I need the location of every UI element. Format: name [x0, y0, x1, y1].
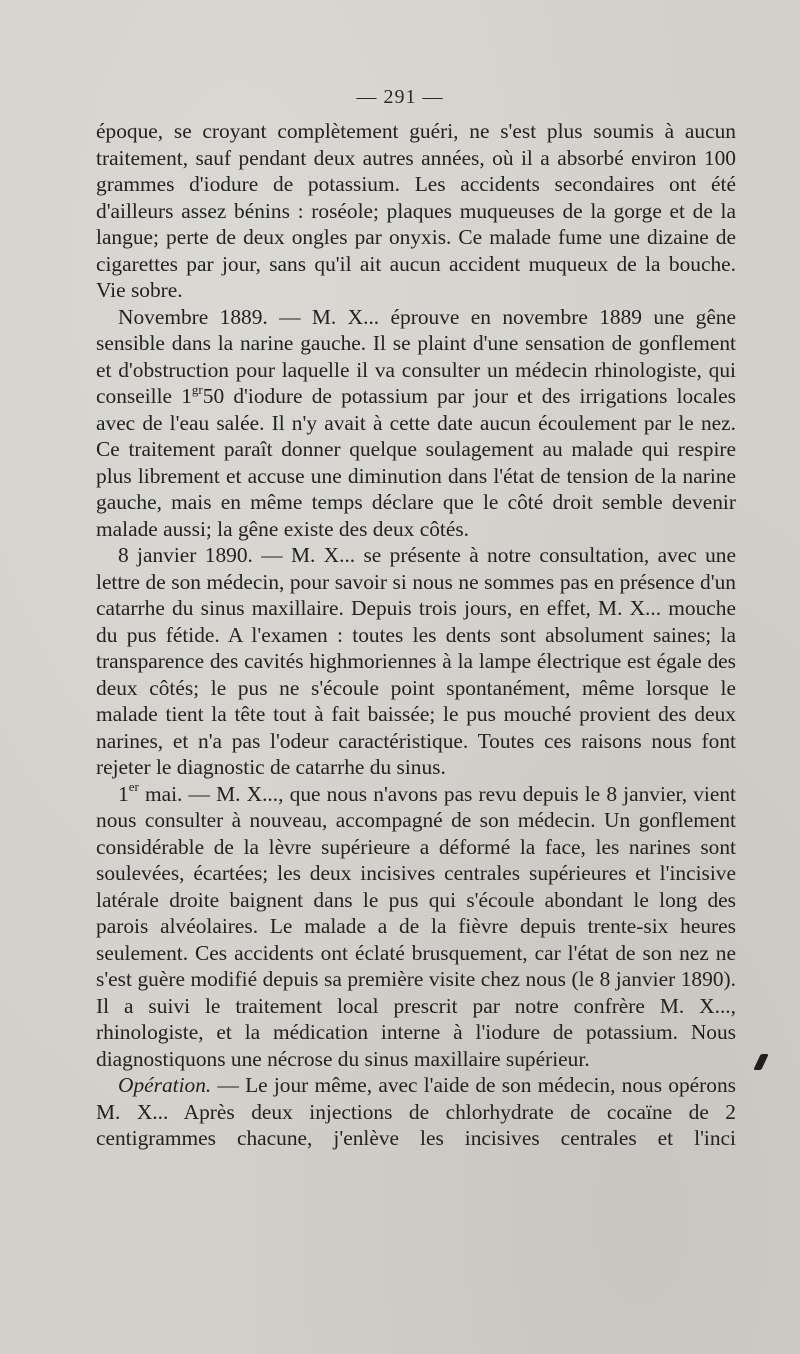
operation-heading: Opération.	[118, 1073, 212, 1097]
paragraph-4-superscript: er	[128, 779, 139, 795]
paragraph-3: 8 janvier 1890. — M. X... se présente à notre consultation, avec une lettre de son médecin, pour savoir si nous ne sommes pas en présence d'un catarrhe du sinus maxillaire. Depuis trois jours, en effet, M. X... mouche du pus fétide. A l'examen : toutes les dents sont absolument saines; la transparence des cavités highmoriennes à la lampe électrique est égale des deux côtés; le pus ne s'écoule point spontanément, même lorsque le malade tient la tête tout à fait baissée; le pus mouché provient des deux narines, et n'a pas l'odeur caractéristique. Toutes ces raisons nous font rejeter le diagnostic de catarrhe du sinus.	[96, 543, 736, 779]
paragraph-2-superscript: gr	[191, 381, 203, 397]
body-text	[96, 118, 736, 1152]
paragraph-2-text-a: Novembre 1889. — M. X... éprouve en novembre 1889 une gêne sensible dans la narine gauche. Il se plaint d'une sensation de gonflement et d'obstruction pour laquelle il va consulter un médecin rhinologiste, qui conseille 1	[96, 304, 736, 408]
page-number: — 291 —	[356, 86, 444, 108]
paragraph-1: époque, se croyant complètement guéri, ne s'est plus soumis à aucun traitement, sauf pendant deux autres années, où il a absorbé environ 100 grammes d'iodure de potassium. Les accidents secondaires ont été d'ailleurs assez bénins : roséole; plaques muqueuses de la gorge et de la langue; perte de deux ongles par onyxis. Ce malade fume une dizaine de cigarettes par jour, sans qu'il ait aucun accident muqueux de la bouche. Vie sobre.	[96, 119, 736, 302]
paragraph-2-text-b: 50 d'iodure de potassium par jour et des irrigations locales avec de l'eau salée. Il n'y avait à cette date aucun écoulement par le nez. Ce traitement paraît donner quelque soulagement au malade qui respire plus librement et accuse une diminution dans l'état de tension de la narine gauche, mais en même temps déclare que le côté droit semble devenir malade aussi; la gêne existe des deux côtés.	[96, 384, 736, 541]
paragraph-4	[96, 781, 736, 1073]
margin-ink-mark	[753, 1054, 768, 1070]
paragraph-2	[96, 304, 736, 543]
paragraph-5-text: — Le jour même, avec l'aide de son médecin, nous opérons M. X... Après deux injections de chlorhydrate de cocaïne de 2 centigrammes chacune, j'enlève les incisives centrales et l'inci	[96, 1073, 736, 1150]
paragraph-4-text-a: 1	[118, 781, 129, 806]
paragraph-5	[96, 1072, 736, 1152]
paragraph-4-text-b: mai. — M. X..., que nous n'avons pas revu depuis le 8 janvier, vient nous consulter à nouveau, accompagné de son médecin. Un gonflement considérable de la lèvre supérieure a déformé la face, les narines sont soulevées, écartées; les deux incisives centrales supérieures et l'incisive latérale droite baignent dans le pus qui s'écoule abondant le long des parois alvéolaires. Le malade a de la fièvre depuis trente-six heures seulement. Ces accidents ont éclaté brusquement, car l'état de son nez ne s'est guère modifié depuis sa première visite chez nous (le 8 janvier 1890). Il a suivi le traitement local prescrit par notre confrère M. X..., rhinologiste, et la médication interne à l'iodure de potassium. Nous diagnostiquons une nécrose du sinus maxillaire supérieur.	[96, 781, 736, 1071]
